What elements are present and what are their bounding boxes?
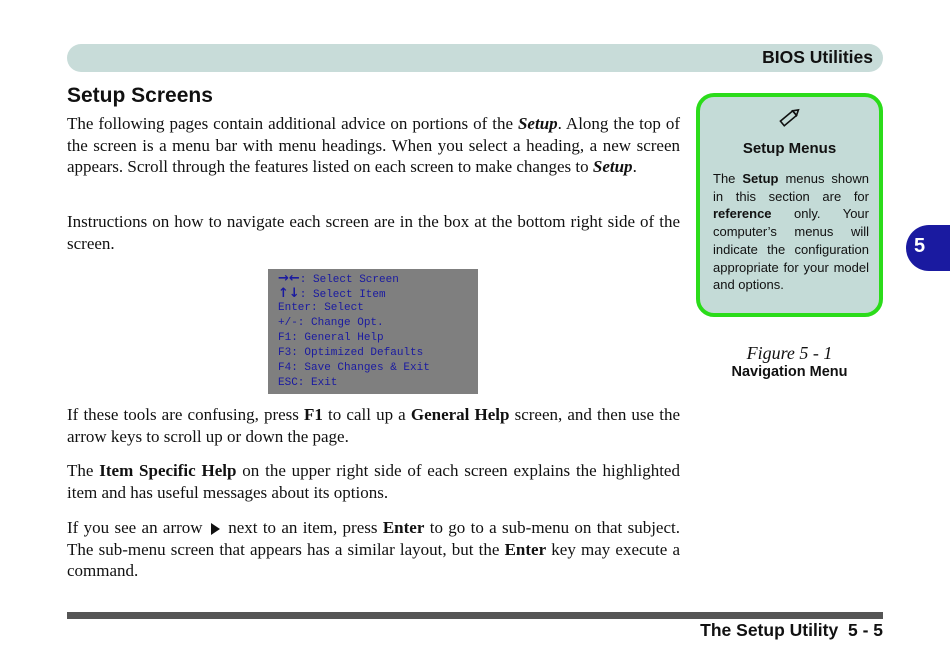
text: next to an item, press	[222, 518, 383, 537]
key-enter: Enter	[382, 518, 425, 537]
emphasis-item-specific-help: Item Specific Help	[99, 461, 237, 480]
text: to go to a sub-menu on that subject. The sub-menu screen that appears has a similar layout, but the	[67, 518, 680, 559]
nav-line	[278, 271, 399, 286]
text: key may execute a command.	[67, 539, 681, 580]
pencil-icon	[778, 105, 802, 129]
nav-line-text: : Select Screen	[299, 274, 399, 286]
navigation-menu-image	[268, 269, 478, 394]
text: screen, and then use the arrow keys to scroll up or down the page.	[67, 405, 680, 446]
nav-line: F3: Optimized Defaults	[278, 347, 424, 359]
text: .	[632, 157, 637, 176]
paragraph-help	[67, 404, 680, 447]
text: menus shown in this section are for	[713, 171, 869, 204]
section-title: Setup Screens	[67, 84, 213, 107]
emphasis-general-help: General Help	[410, 405, 510, 424]
nav-line: F4: Save Changes & Exit	[278, 362, 430, 374]
submenu-arrow-icon	[211, 523, 220, 535]
nav-line: +/-: Change Opt.	[278, 317, 384, 329]
key-enter: Enter	[504, 539, 547, 559]
emphasis-setup: Setup	[517, 114, 558, 133]
text: The	[67, 461, 100, 480]
nav-line	[278, 286, 386, 301]
note-text	[713, 170, 869, 294]
text: to call up a	[322, 405, 411, 424]
chapter-number: 5	[914, 235, 926, 257]
emphasis-reference: reference	[713, 206, 772, 222]
figure-name: Navigation Menu	[731, 364, 848, 380]
nav-line: Enter: Select	[278, 302, 364, 314]
text: The following pages contain additional advice on portions of the	[67, 114, 518, 133]
paragraph-intro	[67, 113, 680, 178]
emphasis-setup: Setup	[592, 157, 633, 176]
arrow-left-right-icon: →←	[278, 271, 300, 286]
text: If these tools are confusing, press	[67, 405, 305, 424]
header-title: BIOS Utilities	[762, 47, 873, 67]
header-bar	[67, 44, 883, 72]
note-title: Setup Menus	[742, 140, 837, 157]
footer-bar	[67, 612, 883, 619]
text: only. Your computer’s menus will indicate the configuration appropriate for your model and options.	[713, 206, 869, 293]
nav-line: F1: General Help	[278, 332, 384, 344]
emphasis-setup: Setup	[742, 171, 779, 186]
note-box	[696, 93, 883, 317]
footer-title: The Setup Utility	[700, 620, 839, 640]
text: The	[713, 171, 743, 186]
page-number: 5 - 5	[847, 620, 883, 640]
nav-line-text: : Select Item	[299, 289, 386, 301]
paragraph-item-help	[67, 460, 680, 503]
paragraph-instructions: Instructions on how to navigate each screen are in the box at the bottom right side of the screen.	[67, 212, 680, 253]
key-f1: F1	[304, 405, 323, 424]
text: . Along the top of the screen is a menu bar with menu headings. When you select a heading, a new screen appears. Scroll through the features listed on each screen to make changes to	[67, 114, 680, 176]
chapter-tab	[906, 225, 950, 271]
paragraph-submenu	[67, 517, 680, 582]
arrow-up-down-icon: ↑↓	[278, 286, 300, 301]
text: on the upper right side of each screen explains the highlighted item and has useful messages about its options.	[67, 461, 680, 502]
footer	[700, 620, 883, 641]
text: If you see an arrow	[67, 518, 208, 537]
figure-caption: Figure 5 - 1	[746, 343, 833, 363]
nav-line: ESC: Exit	[278, 377, 338, 389]
